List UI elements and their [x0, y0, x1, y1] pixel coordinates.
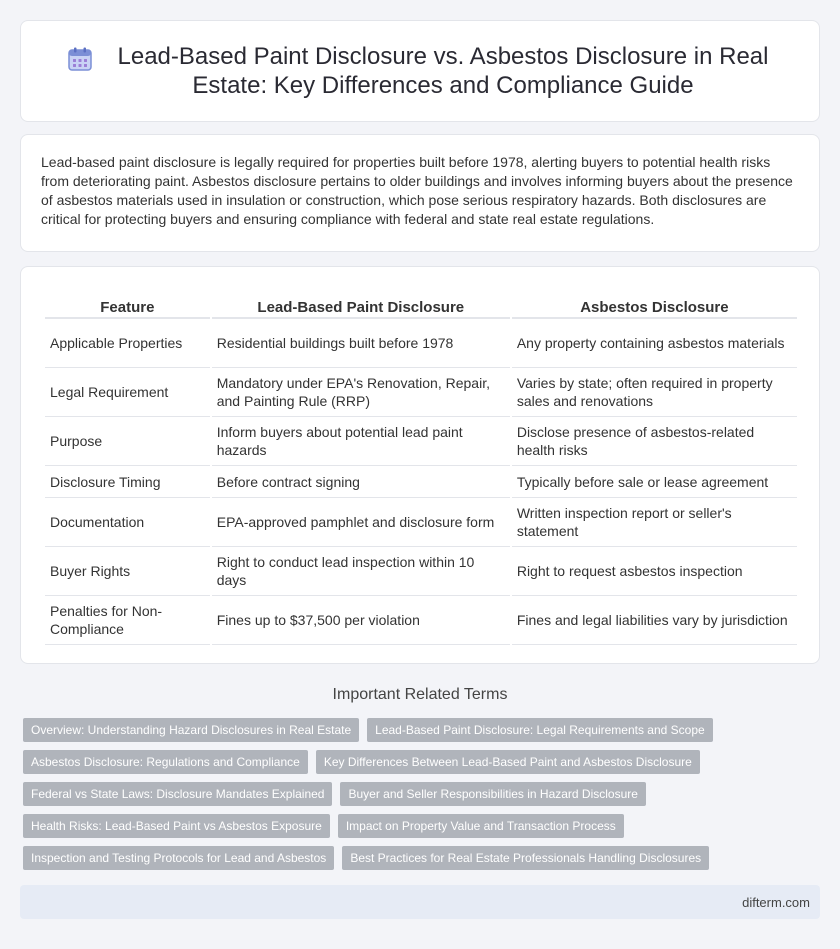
column-header-feature: Feature: [45, 293, 210, 319]
footer: [20, 885, 820, 919]
table-row: [45, 368, 797, 417]
asbestos-cell: Right to request asbestos inspection: [512, 547, 797, 596]
asbestos-cell: Disclose presence of asbestos-related health risks: [512, 417, 797, 466]
feature-cell: Buyer Rights: [45, 547, 210, 596]
related-term-link[interactable]: Key Differences Between Lead-Based Paint and Asbestos Disclosure: [316, 750, 700, 774]
lead-paint-cell: Inform buyers about potential lead paint hazards: [212, 417, 510, 466]
title-wrap: [67, 42, 773, 100]
asbestos-cell: Typically before sale or lease agreement: [512, 466, 797, 498]
intro-card: [20, 134, 820, 252]
asbestos-cell: Varies by state; often required in property sales and renovations: [512, 368, 797, 417]
comparison-table-card: [20, 266, 820, 664]
feature-cell: Penalties for Non-Compliance: [45, 596, 210, 645]
table-row: [45, 319, 797, 368]
asbestos-cell: Fines and legal liabilities vary by jurisdiction: [512, 596, 797, 645]
feature-cell: Disclosure Timing: [45, 466, 210, 498]
related-terms-list: [23, 718, 803, 870]
column-header-asbestos: Asbestos Disclosure: [512, 293, 797, 319]
related-term-link[interactable]: Lead-Based Paint Disclosure: Legal Requirements and Scope: [367, 718, 713, 742]
comparison-table: [43, 293, 799, 645]
asbestos-cell: Any property containing asbestos materials: [512, 319, 797, 368]
table-row: [45, 466, 797, 498]
column-header-lead-paint: Lead-Based Paint Disclosure: [212, 293, 510, 319]
lead-paint-cell: EPA-approved pamphlet and disclosure form: [212, 498, 510, 547]
feature-cell: Applicable Properties: [45, 319, 210, 368]
related-term-link[interactable]: Health Risks: Lead-Based Paint vs Asbestos Exposure: [23, 814, 330, 838]
lead-paint-cell: Before contract signing: [212, 466, 510, 498]
asbestos-cell: Written inspection report or seller's statement: [512, 498, 797, 547]
feature-cell: Documentation: [45, 498, 210, 547]
title-card: [20, 20, 820, 122]
table-header-row: [45, 293, 797, 319]
lead-paint-cell: Mandatory under EPA's Renovation, Repair, and Painting Rule (RRP): [212, 368, 510, 417]
table-row: [45, 596, 797, 645]
intro-paragraph: Lead-based paint disclosure is legally required for properties built before 1978, alerting buyers to potential health risks from deteriorating paint. Asbestos disclosure pertains to older buildings and involves informing buyers about the presence of asbestos materials used in insulation or construction, which pose serious respiratory hazards. Both disclosures are critical for protecting buyers and ensuring compliance with federal and state real estate regulations.: [41, 154, 793, 227]
related-term-link[interactable]: Buyer and Seller Responsibilities in Hazard Disclosure: [340, 782, 645, 806]
feature-cell: Purpose: [45, 417, 210, 466]
related-term-link[interactable]: Federal vs State Laws: Disclosure Mandates Explained: [23, 782, 332, 806]
related-term-link[interactable]: Best Practices for Real Estate Professionals Handling Disclosures: [342, 846, 709, 870]
footer-site-name[interactable]: difterm.com: [742, 894, 810, 910]
feature-cell: Legal Requirement: [45, 368, 210, 417]
related-term-link[interactable]: Overview: Understanding Hazard Disclosures in Real Estate: [23, 718, 359, 742]
page-title: Lead-Based Paint Disclosure vs. Asbestos Disclosure in Real Estate: Key Differences and Compliance Guide: [117, 43, 769, 99]
related-term-link[interactable]: Asbestos Disclosure: Regulations and Compliance: [23, 750, 308, 774]
table-row: [45, 498, 797, 547]
calendar-icon: [67, 46, 93, 72]
lead-paint-cell: Right to conduct lead inspection within 10 days: [212, 547, 510, 596]
related-terms-heading: Important Related Terms: [332, 686, 508, 703]
related-term-link[interactable]: Impact on Property Value and Transaction Process: [338, 814, 624, 838]
related-term-link[interactable]: Inspection and Testing Protocols for Lead and Asbestos: [23, 846, 334, 870]
table-row: [45, 417, 797, 466]
lead-paint-cell: Residential buildings built before 1978: [212, 319, 510, 368]
table-row: [45, 547, 797, 596]
lead-paint-cell: Fines up to $37,500 per violation: [212, 596, 510, 645]
